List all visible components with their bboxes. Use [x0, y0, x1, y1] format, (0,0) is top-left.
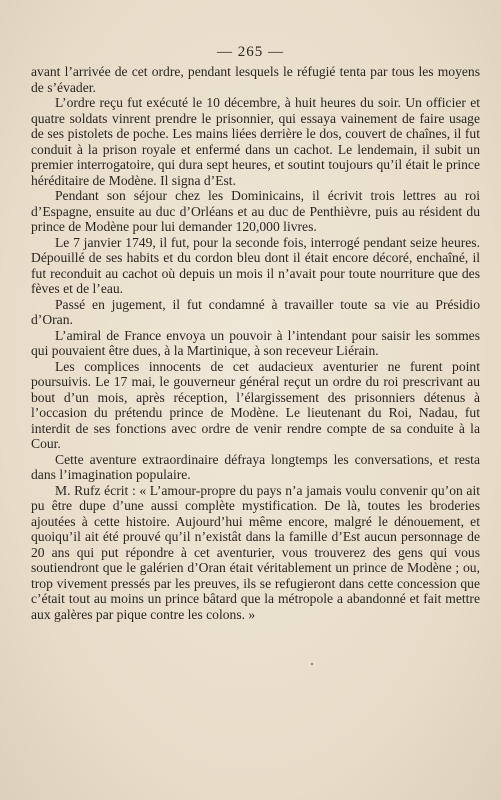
- paragraph: Le 7 janvier 1749, il fut, pour la seconde fois, interrogé pendant seize heures. Dépouillé de ses habits et du cordon bleu dont il était encore décoré, enchaîné, il fut reconduit au cachot où depuis un mois il n’avait pour toute nourriture que des fèves et de l’eau.: [31, 234, 480, 296]
- paragraph: avant l’arrivée de cet ordre, pendant lesquels le réfugié tenta par tous les moyens de s’évader.: [31, 64, 480, 95]
- paragraph: Pendant son séjour chez les Dominicains, il écrivit trois lettres au roi d’Espagne, ensuite au duc d’Orléans et au duc de Penthièvre, puis au résident du prince de Modène pour lui demander 120,000 livres.: [31, 188, 480, 234]
- paragraph: Passé en jugement, il fut condamné à travailler toute sa vie au Présidio d’Oran.: [31, 296, 480, 327]
- body-text: [31, 64, 480, 622]
- page-number: — 265 —: [217, 44, 284, 60]
- paragraph: L’ordre reçu fut exécuté le 10 décembre, à huit heures du soir. Un officier et quatre soldats vinrent prendre le prisonnier, qui essaya vainement de faire usage de ses pistolets de poche. Les mains liées derrière le dos, couvert de chaînes, il fut conduit à la prison royale et enfermé dans un cachot. Le lendemain, il subit un premier interrogatoire, qui dura sept heures, et soutint toujours qu’il était le prince héréditaire de Modène. Il signa d’Est.: [31, 95, 480, 188]
- paragraph: Cette aventure extraordinaire défraya longtemps les conversations, et resta dans l’imagination populaire.: [31, 451, 480, 482]
- paragraph: L’amiral de France envoya un pouvoir à l’intendant pour saisir les sommes qui pouvaient être dues, à la Martinique, à son receveur Liérain.: [31, 327, 480, 358]
- ink-speck: [311, 663, 313, 665]
- paragraph: Les complices innocents de cet audacieux aventurier ne furent point poursuivis. Le 17 mai, le gouverneur général reçut un ordre du roi prescrivant au bout d’un mois, après réception, l’élargissement des prisonniers détenus à l’occasion du prétendu prince de Modène. Le lieutenant du Roi, Nadau, fut interdit de ses fonctions avec ordre de venir rendre compte de sa conduite à la Cour.: [31, 358, 480, 451]
- paragraph: M. Rufz écrit : « L’amour-propre du pays n’a jamais voulu convenir qu’on ait pu être dupe d’une aussi complète mystification. De là, toutes les broderies ajoutées à cette histoire. Aujourd’hui même encore, malgré le dénouement, et quoiqu’il ait été prouvé qu’il n’existât dans la famille d’Est aucun personnage de 20 ans qui put répondre à cet aventurier, vous trouverez des gens qui vous soutiendront que le galérien d’Oran était véritablement un prince de Modène ; ou, trop vivement pressés par les preuves, ils se refugieront dans cette concession que c’était tout au moins un prince bâtard que la métropole a abandonné et fait mettre aux galères par pique contre les colons. »: [31, 482, 480, 622]
